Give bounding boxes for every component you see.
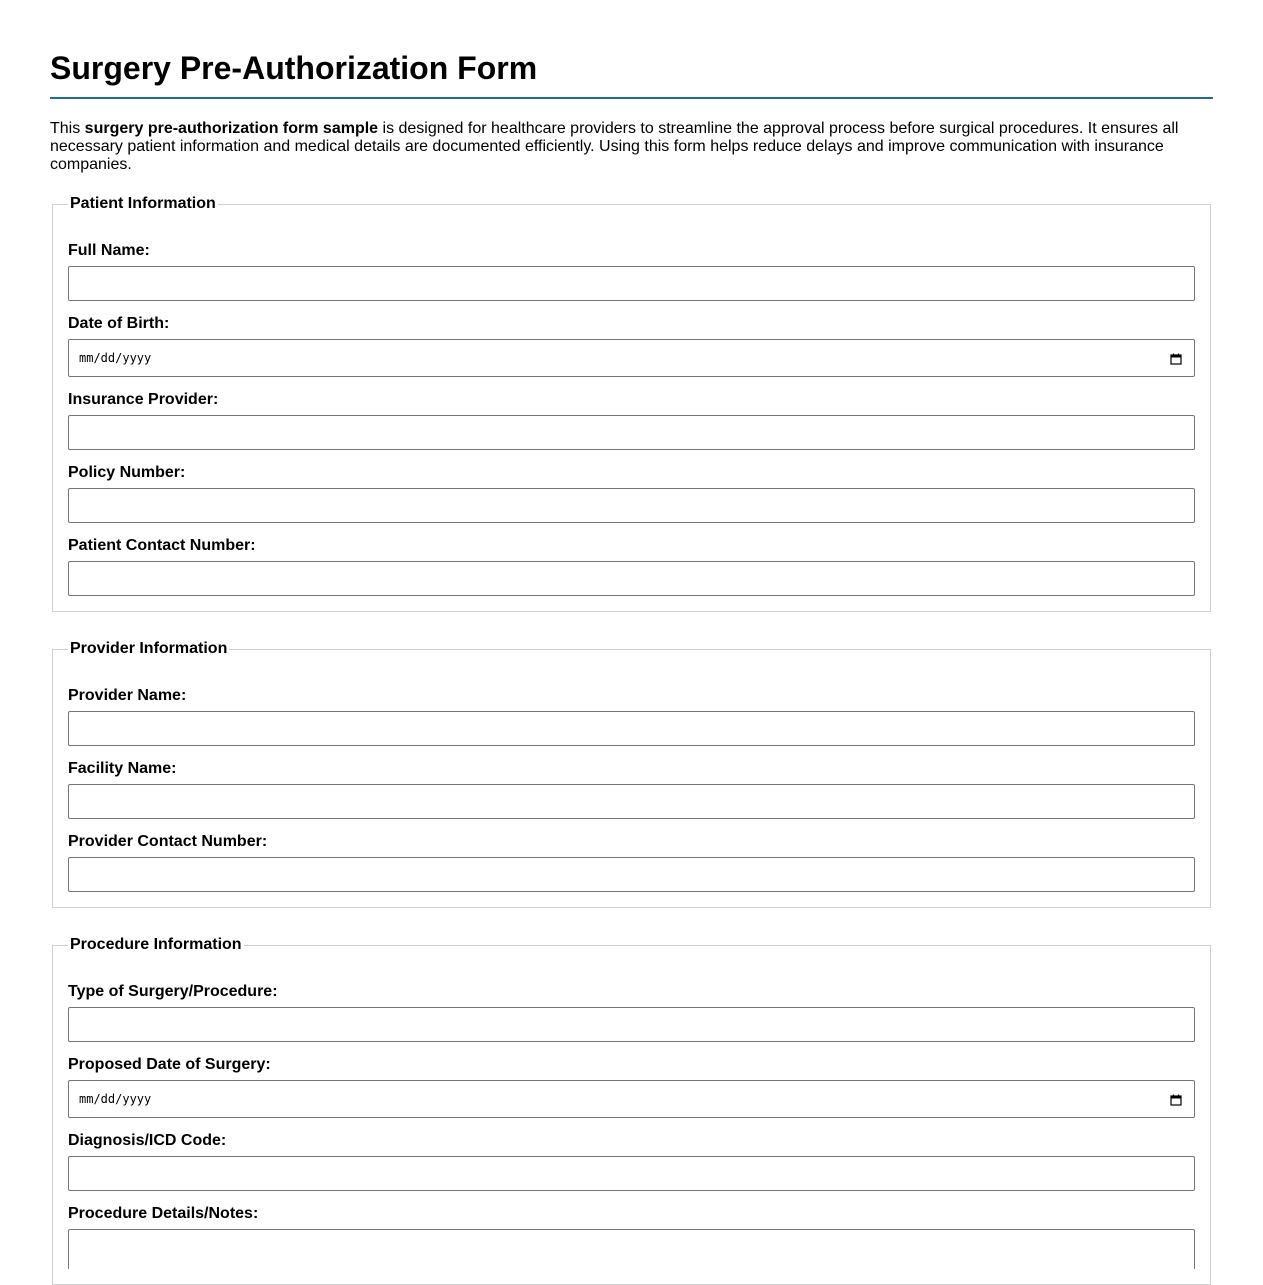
procedure-type-label: Type of Surgery/Procedure:: [68, 983, 278, 1000]
full-name-field: [68, 242, 1195, 301]
provider-name-field: [68, 687, 1195, 746]
facility-field: [68, 760, 1195, 819]
patient-contact-input[interactable]: [68, 561, 1195, 596]
procedure-information-legend: Procedure Information: [70, 936, 242, 953]
provider-contact-label: Provider Contact Number:: [68, 833, 268, 850]
insurance-label: Insurance Provider:: [68, 391, 219, 408]
procedure-type-field: [68, 983, 1195, 1042]
insurance-field: [68, 391, 1195, 450]
facility-input[interactable]: [68, 784, 1195, 819]
policy-label: Policy Number:: [68, 464, 186, 481]
intro-suffix: is designed for healthcare providers to streamline the approval process before surgical procedures. It ensures all necessary patient information and medical details are documented efficiently. Using this form helps reduce delays and improve communication with insurance companies.: [50, 120, 1179, 173]
calendar-icon[interactable]: [1170, 352, 1182, 364]
patient-information-section: [52, 195, 1211, 612]
insurance-input[interactable]: [68, 415, 1195, 450]
diagnosis-label: Diagnosis/ICD Code:: [68, 1132, 227, 1149]
provider-name-label: Provider Name:: [68, 687, 187, 704]
diagnosis-input[interactable]: [68, 1156, 1195, 1191]
surgery-date-input[interactable]: [68, 1080, 1195, 1118]
procedure-type-input[interactable]: [68, 1007, 1195, 1042]
intro-prefix: This: [50, 120, 85, 137]
provider-name-input[interactable]: [68, 711, 1195, 746]
calendar-icon[interactable]: [1170, 1093, 1182, 1105]
surgery-date-label: Proposed Date of Surgery:: [68, 1056, 271, 1073]
intro-bold: surgery pre-authorization form sample: [84, 120, 379, 137]
provider-contact-input[interactable]: [68, 857, 1195, 892]
facility-label: Facility Name:: [68, 760, 177, 777]
patient-contact-field: [68, 537, 1195, 596]
provider-information-legend: Provider Information: [70, 640, 228, 657]
dob-field: [68, 315, 1195, 377]
provider-information-section: [52, 640, 1211, 908]
diagnosis-field: [68, 1132, 1195, 1191]
surgery-date-field: [68, 1056, 1195, 1118]
intro-paragraph: [50, 120, 1213, 174]
provider-contact-field: [68, 833, 1195, 892]
dob-input[interactable]: [68, 339, 1195, 377]
policy-field: [68, 464, 1195, 523]
policy-input[interactable]: [68, 488, 1195, 523]
patient-information-legend: Patient Information: [70, 195, 216, 212]
full-name-label: Full Name:: [68, 242, 150, 259]
procedure-details-field: [68, 1205, 1195, 1269]
dob-label: Date of Birth:: [68, 315, 170, 332]
procedure-details-label: Procedure Details/Notes:: [68, 1205, 259, 1222]
surgery-date-placeholder: mm/dd/yyyy: [79, 1092, 152, 1106]
dob-placeholder: mm/dd/yyyy: [79, 351, 152, 365]
procedure-information-section: [52, 936, 1211, 1285]
procedure-details-textarea[interactable]: [68, 1229, 1195, 1269]
patient-contact-label: Patient Contact Number:: [68, 537, 256, 554]
full-name-input[interactable]: [68, 266, 1195, 301]
page-title: Surgery Pre-Authorization Form: [50, 0, 1213, 99]
